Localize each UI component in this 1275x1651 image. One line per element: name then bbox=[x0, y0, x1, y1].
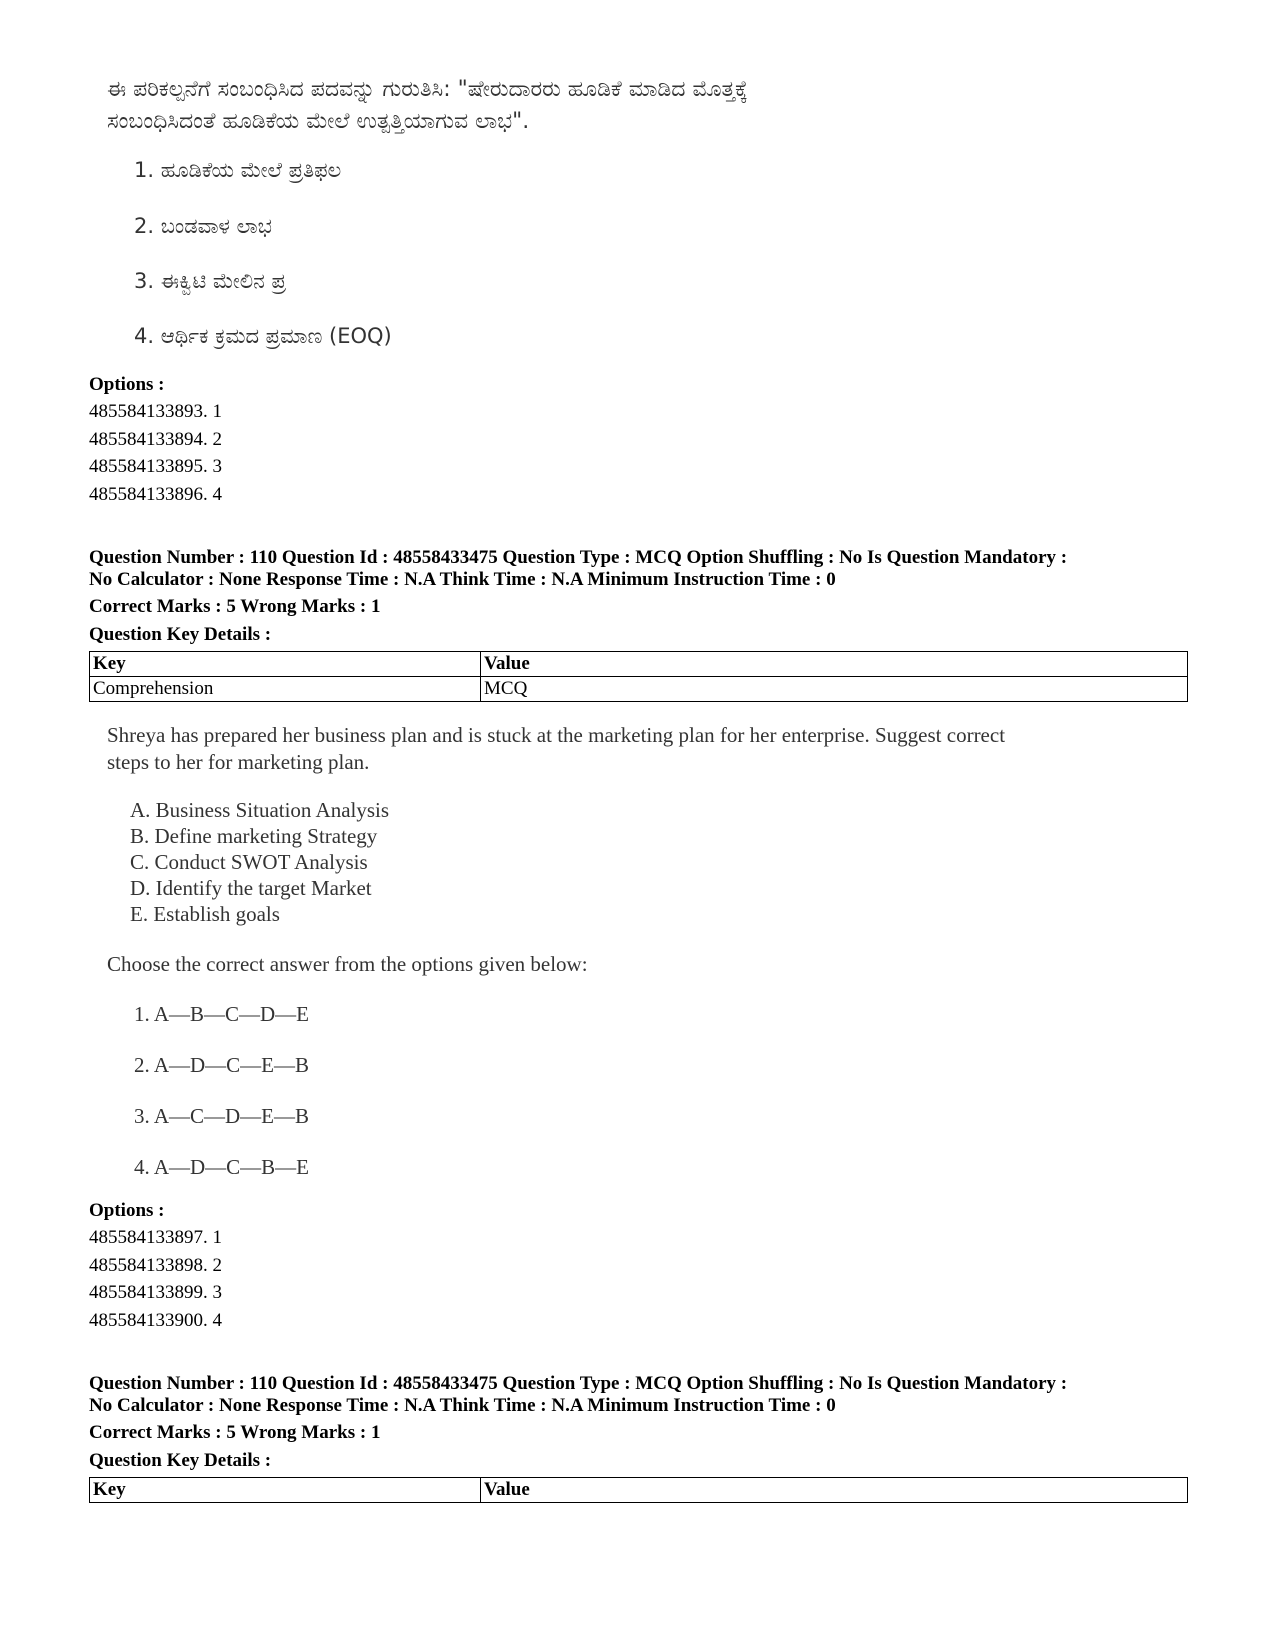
q110-option-3: 485584133899. 3 bbox=[89, 1282, 222, 1303]
q110-option-4: 485584133900. 4 bbox=[89, 1310, 222, 1331]
q110-marks: Correct Marks : 5 Wrong Marks : 1 bbox=[89, 596, 381, 617]
prev-option-1: 485584133893. 1 bbox=[89, 401, 222, 422]
q110-stem-line1: Shreya has prepared her business plan and is stuck at the marketing plan for her enterprise. Suggest correct bbox=[107, 723, 1006, 747]
table-header-key: Key bbox=[90, 652, 481, 677]
prev-question-stem-line1: ಈ ಪರಿಕಲ್ಪನೆಗೆ ಸಂಬಂಧಿಸಿದ ಪದವನ್ನು ಗುರುತಿಸಿ: "ಷೇರುದಾರರು ಹೂಡಿಕೆ ಮಾಡಿದ ಮೊತ್ತಕ್ಕೆ bbox=[107, 77, 748, 102]
table-header-row bbox=[90, 652, 1188, 677]
q110-step-c: C. Conduct SWOT Analysis bbox=[130, 850, 368, 874]
table-cell-key: Comprehension bbox=[90, 677, 481, 702]
next-key-table bbox=[89, 1477, 1188, 1503]
next-key-details-label: Question Key Details : bbox=[89, 1450, 272, 1471]
prev-option-4: 485584133896. 4 bbox=[89, 484, 222, 505]
q110-step-e: E. Establish goals bbox=[130, 902, 280, 926]
next-meta-line2: No Calculator : None Response Time : N.A Think Time : N.A Minimum Instruction Time : 0 bbox=[89, 1395, 836, 1416]
q110-meta-line2: No Calculator : None Response Time : N.A Think Time : N.A Minimum Instruction Time : 0 bbox=[89, 569, 836, 590]
q110-choice-3: 3. A—C—D—E—B bbox=[134, 1104, 310, 1128]
next-meta-line1: Question Number : 110 Question Id : 48558433475 Question Type : MCQ Option Shuffling : No Is Question Mandatory : bbox=[89, 1373, 1068, 1394]
table-row bbox=[90, 677, 1188, 702]
prev-choice-4: 4. ಆರ್ಥಿಕ ಕ್ರಮದ ಪ್ರಮಾಣ (EOQ) bbox=[134, 324, 392, 348]
q110-instruction: Choose the correct answer from the options given below: bbox=[107, 952, 588, 976]
q110-choice-1: 1. A—B—C—D—E bbox=[134, 1002, 310, 1026]
prev-choice-2: 2. ಬಂಡವಾಳ ಲಾಭ bbox=[134, 214, 272, 238]
prev-question-stem-line2: ಸಂಬಂಧಿಸಿದಂತೆ ಹೂಡಿಕೆಯ ಮೇಲೆ ಉತ್ಪತ್ತಿಯಾಗುವ ಲಾಭ". bbox=[107, 109, 530, 134]
q110-stem-line2: steps to her for marketing plan. bbox=[107, 750, 370, 774]
table-header-value: Value bbox=[481, 652, 1188, 677]
table-cell-value: MCQ bbox=[481, 677, 1188, 702]
q110-meta-line1: Question Number : 110 Question Id : 48558433475 Question Type : MCQ Option Shuffling : No Is Question Mandatory : bbox=[89, 547, 1068, 568]
q110-option-1: 485584133897. 1 bbox=[89, 1227, 222, 1248]
q110-key-details-label: Question Key Details : bbox=[89, 624, 272, 645]
q110-step-d: D. Identify the target Market bbox=[130, 876, 372, 900]
q110-choice-4: 4. A—D—C—B—E bbox=[134, 1155, 310, 1179]
prev-choice-1: 1. ಹೂಡಿಕೆಯ ಮೇಲೆ ಪ್ರತಿಫಲ bbox=[134, 158, 342, 182]
prev-option-2: 485584133894. 2 bbox=[89, 429, 222, 450]
table-header-key: Key bbox=[90, 1478, 481, 1503]
table-header-row bbox=[90, 1478, 1188, 1503]
q110-choice-2: 2. A—D—C—E—B bbox=[134, 1053, 310, 1077]
prev-options-label: Options : bbox=[89, 374, 165, 395]
q110-option-2: 485584133898. 2 bbox=[89, 1255, 222, 1276]
prev-option-3: 485584133895. 3 bbox=[89, 456, 222, 477]
q110-options-label: Options : bbox=[89, 1200, 165, 1221]
prev-choice-3: 3. ಈಕ್ವಿಟಿ ಮೇಲಿನ ಪ್ರ bbox=[134, 269, 286, 293]
table-header-value: Value bbox=[481, 1478, 1188, 1503]
q110-step-b: B. Define marketing Strategy bbox=[130, 824, 378, 848]
next-marks: Correct Marks : 5 Wrong Marks : 1 bbox=[89, 1422, 381, 1443]
q110-step-a: A. Business Situation Analysis bbox=[130, 798, 390, 822]
q110-key-table bbox=[89, 651, 1188, 702]
